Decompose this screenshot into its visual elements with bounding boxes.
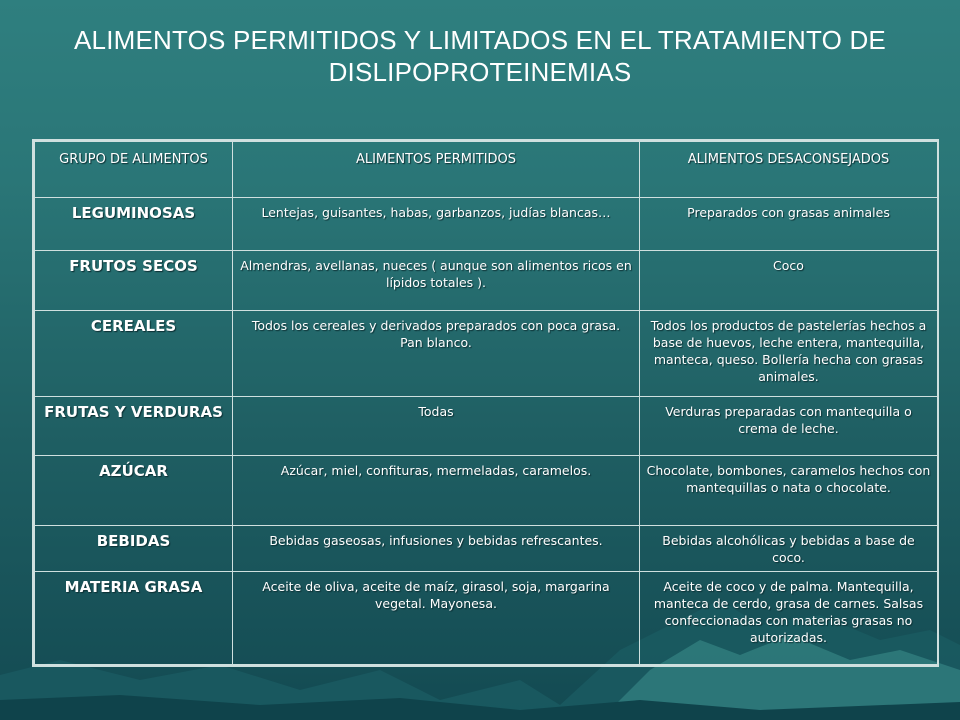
permitted-cell: Lentejas, guisantes, habas, garbanzos, judías blancas… [233, 198, 640, 250]
permitted-cell: Bebidas gaseosas, infusiones y bebidas refrescantes. [233, 526, 640, 572]
discouraged-cell: Bebidas alcohólicas y bebidas a base de coco. [640, 526, 938, 572]
table-row [35, 572, 938, 665]
group-cell: BEBIDAS [35, 526, 233, 572]
group-cell: MATERIA GRASA [35, 572, 233, 665]
discouraged-cell: Coco [640, 250, 938, 310]
header-permitted: ALIMENTOS PERMITIDOS [233, 142, 640, 198]
discouraged-cell: Aceite de coco y de palma. Mantequilla, manteca de cerdo, grasa de carnes. Salsas confeccionadas con materias grasas no autorizadas. [640, 572, 938, 665]
discouraged-cell: Verduras preparadas con mantequilla o crema de leche. [640, 397, 938, 455]
group-cell: AZÚCAR [35, 455, 233, 525]
header-discouraged: ALIMENTOS DESACONSEJADOS [640, 142, 938, 198]
food-table [32, 139, 939, 667]
table-header-row [35, 142, 938, 198]
group-cell: FRUTAS Y VERDURAS [35, 397, 233, 455]
permitted-cell: Todas [233, 397, 640, 455]
table-row [35, 310, 938, 396]
group-cell: FRUTOS SECOS [35, 250, 233, 310]
table-row [35, 455, 938, 525]
permitted-cell: Almendras, avellanas, nueces ( aunque son alimentos ricos en lípidos totales ). [233, 250, 640, 310]
page-title: ALIMENTOS PERMITIDOS Y LIMITADOS EN EL TRATAMIENTO DE DISLIPOPROTEINEMIAS [74, 25, 886, 87]
table-row [35, 250, 938, 310]
table-row [35, 526, 938, 572]
discouraged-cell: Chocolate, bombones, caramelos hechos con mantequillas o nata o chocolate. [640, 455, 938, 525]
discouraged-cell: Preparados con grasas animales [640, 198, 938, 250]
table-row [35, 397, 938, 455]
group-cell: CEREALES [35, 310, 233, 396]
header-group: GRUPO DE ALIMENTOS [35, 142, 233, 198]
permitted-cell: Azúcar, miel, confituras, mermeladas, caramelos. [233, 455, 640, 525]
permitted-cell: Todos los cereales y derivados preparados con poca grasa. Pan blanco. [233, 310, 640, 396]
permitted-cell: Aceite de oliva, aceite de maíz, girasol, soja, margarina vegetal. Mayonesa. [233, 572, 640, 665]
discouraged-cell: Todos los productos de pastelerías hechos a base de huevos, leche entera, mantequilla, manteca, queso. Bollería hecha con grasas animales. [640, 310, 938, 396]
table-row [35, 198, 938, 250]
group-cell: LEGUMINOSAS [35, 198, 233, 250]
